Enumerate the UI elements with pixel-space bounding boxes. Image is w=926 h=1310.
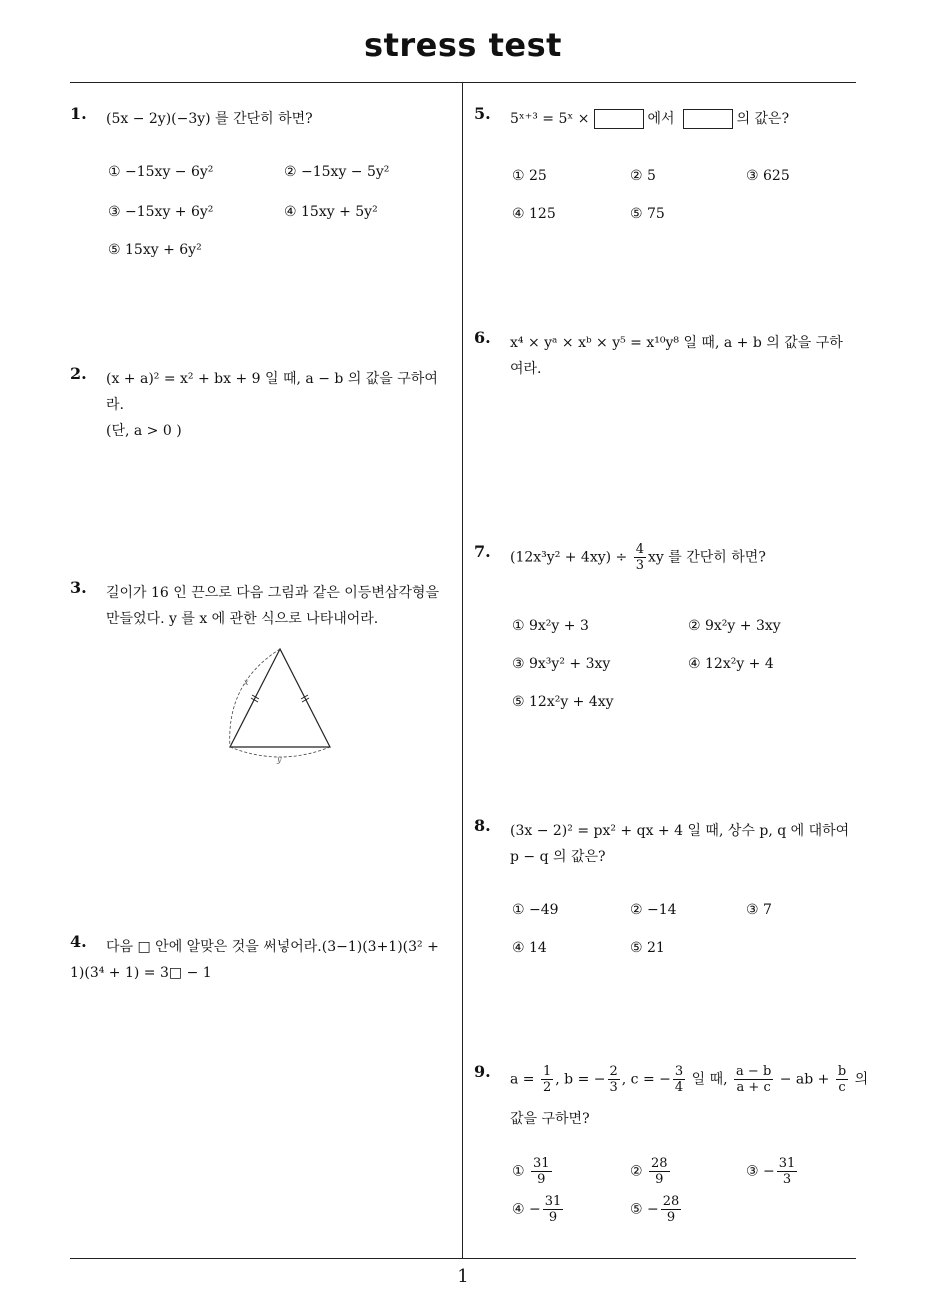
fraction-b-over-c: $\frac{b}{c}$ xyxy=(837,1064,847,1095)
label-x: x xyxy=(244,678,249,687)
bottom-rule xyxy=(70,1258,856,1259)
option-5[interactable]: ⑤ − $\frac{28}{9}$ xyxy=(630,1194,680,1225)
question-text-line1: (x + a)² = x² + bx + 9 일 때, a − b 의 값을 구하여라. xyxy=(106,371,438,413)
question-1 xyxy=(70,104,455,274)
question-7 xyxy=(474,542,859,717)
option-3[interactable]: ③ 9x³y² + 3xy xyxy=(512,656,611,672)
option-3[interactable]: ③ 625 xyxy=(746,168,790,184)
answer-box[interactable] xyxy=(683,109,733,129)
option-3[interactable]: ③ 7 xyxy=(746,902,772,918)
question-text-line2: p − q 의 값은? xyxy=(510,849,606,865)
fraction-a: $\frac{1}{2}$ xyxy=(542,1064,552,1095)
option-4[interactable]: ④ 14 xyxy=(512,940,547,956)
label-y: y xyxy=(277,755,282,764)
question-number: 1. xyxy=(70,104,87,123)
question-text-line2: 만들었다. y 를 x 에 관한 식으로 나타내어라. xyxy=(106,611,379,627)
question-text-c: 의 값은? xyxy=(736,111,790,127)
tick-mark-right xyxy=(301,695,308,699)
question-text-b: xy 를 간단히 하면? xyxy=(648,549,766,566)
question-number: 3. xyxy=(70,578,87,597)
option-4[interactable]: ④ − $\frac{31}{9}$ xyxy=(512,1194,562,1225)
column-divider xyxy=(462,82,463,1259)
option-5[interactable]: ⑤ 21 xyxy=(630,940,665,956)
question-text-line1: x⁴ × yᵃ × xᵇ × y⁵ = x¹⁰y⁸ 일 때, a + b 의 값을 구하 xyxy=(510,335,843,351)
question-text-b: 에서 xyxy=(647,111,675,127)
question-text-line2: (단, a > 0 ) xyxy=(106,423,182,439)
question-4 xyxy=(70,932,460,992)
option-2[interactable]: ② −15xy − 5y² xyxy=(284,164,390,180)
isosceles-triangle-figure xyxy=(222,643,338,765)
question-number: 6. xyxy=(474,328,491,347)
answer-box[interactable] xyxy=(594,109,644,129)
fraction-b: $\frac{2}{3}$ xyxy=(609,1064,618,1095)
question-number: 4. xyxy=(70,932,87,951)
option-5[interactable]: ⑤ 15xy + 6y² xyxy=(108,242,202,258)
fraction-c: $\frac{3}{4}$ xyxy=(674,1064,684,1095)
option-3[interactable]: ③ −15xy + 6y² xyxy=(108,204,214,220)
option-3[interactable]: ③ − $\frac{31}{3}$ xyxy=(746,1156,796,1187)
option-2[interactable]: ② −14 xyxy=(630,902,677,918)
question-text-a: (12x³y² + 4xy) ÷ xyxy=(510,549,628,566)
option-1[interactable]: ① 25 xyxy=(512,168,547,184)
question-text-line2: 1)(3⁴ + 1) = 3□ − 1 xyxy=(70,965,212,981)
question-number: 7. xyxy=(474,542,491,561)
option-1[interactable]: ① −49 xyxy=(512,902,559,918)
question-text-line2: 값을 구하면? xyxy=(510,1111,590,1127)
question-number: 5. xyxy=(474,104,491,123)
option-5[interactable]: ⑤ 75 xyxy=(630,206,665,222)
fraction-expression: $\frac{a - b}{a + c}$ xyxy=(736,1064,772,1095)
question-text-line1: (3x − 2)² = px² + qx + 4 일 때, 상수 p, q 에 대하여 xyxy=(510,823,850,839)
page-title: stress test xyxy=(364,26,562,64)
question-9: 9. a = $\frac{1}{2}$ , b = − $\frac{2}{3}$ , c = − $\frac{3}{4}$ 일 때, $\frac{a - b}{a + c}$ − ab + $\frac{b}{c}$ 의 값을 구하면? ① $\frac{31}{9}$ ② $\frac{28}{9}$ ③ − $\frac{31}{3}$ ④ − $\frac{31}{9}$ ⑤ − $\frac{28}{9}$ xyxy=(474,1062,869,1225)
question-number: 9. xyxy=(474,1062,491,1081)
question-6 xyxy=(474,328,864,388)
question-text-a: 5ˣ⁺³ = 5ˣ × xyxy=(510,111,590,127)
question-text: (5x − 2y)(−3y) 를 간단히 하면? xyxy=(106,111,313,127)
tick-mark-left xyxy=(252,695,259,699)
option-4[interactable]: ④ 12x²y + 4 xyxy=(688,656,774,672)
question-8 xyxy=(474,816,864,962)
question-number: 8. xyxy=(474,816,491,835)
question-text-line2: 여라. xyxy=(510,361,542,377)
option-4[interactable]: ④ 15xy + 5y² xyxy=(284,204,378,220)
option-1[interactable]: ① 9x²y + 3 xyxy=(512,618,589,634)
option-1[interactable]: ① $\frac{31}{9}$ xyxy=(512,1156,550,1187)
fraction: $\frac{4}{3}$ xyxy=(635,542,645,573)
question-text-line1: 다음 □ 안에 알맞은 것을 써넣어라.(3−1)(3+1)(3² + xyxy=(106,939,439,955)
option-4[interactable]: ④ 125 xyxy=(512,206,556,222)
triangle-shape xyxy=(230,649,330,747)
option-1[interactable]: ① −15xy − 6y² xyxy=(108,164,214,180)
top-rule xyxy=(70,82,856,83)
question-text-line1: 길이가 16 인 끈으로 다음 그림과 같은 이등변삼각형을 xyxy=(106,585,439,601)
question-number: 2. xyxy=(70,364,87,383)
question-2 xyxy=(70,364,455,439)
option-2[interactable]: ② $\frac{28}{9}$ xyxy=(630,1156,668,1187)
option-5[interactable]: ⑤ 12x²y + 4xy xyxy=(512,694,614,710)
page-number: 1 xyxy=(457,1266,469,1287)
option-2[interactable]: ② 9x²y + 3xy xyxy=(688,618,781,634)
question-5 xyxy=(474,104,859,234)
option-2[interactable]: ② 5 xyxy=(630,168,656,184)
